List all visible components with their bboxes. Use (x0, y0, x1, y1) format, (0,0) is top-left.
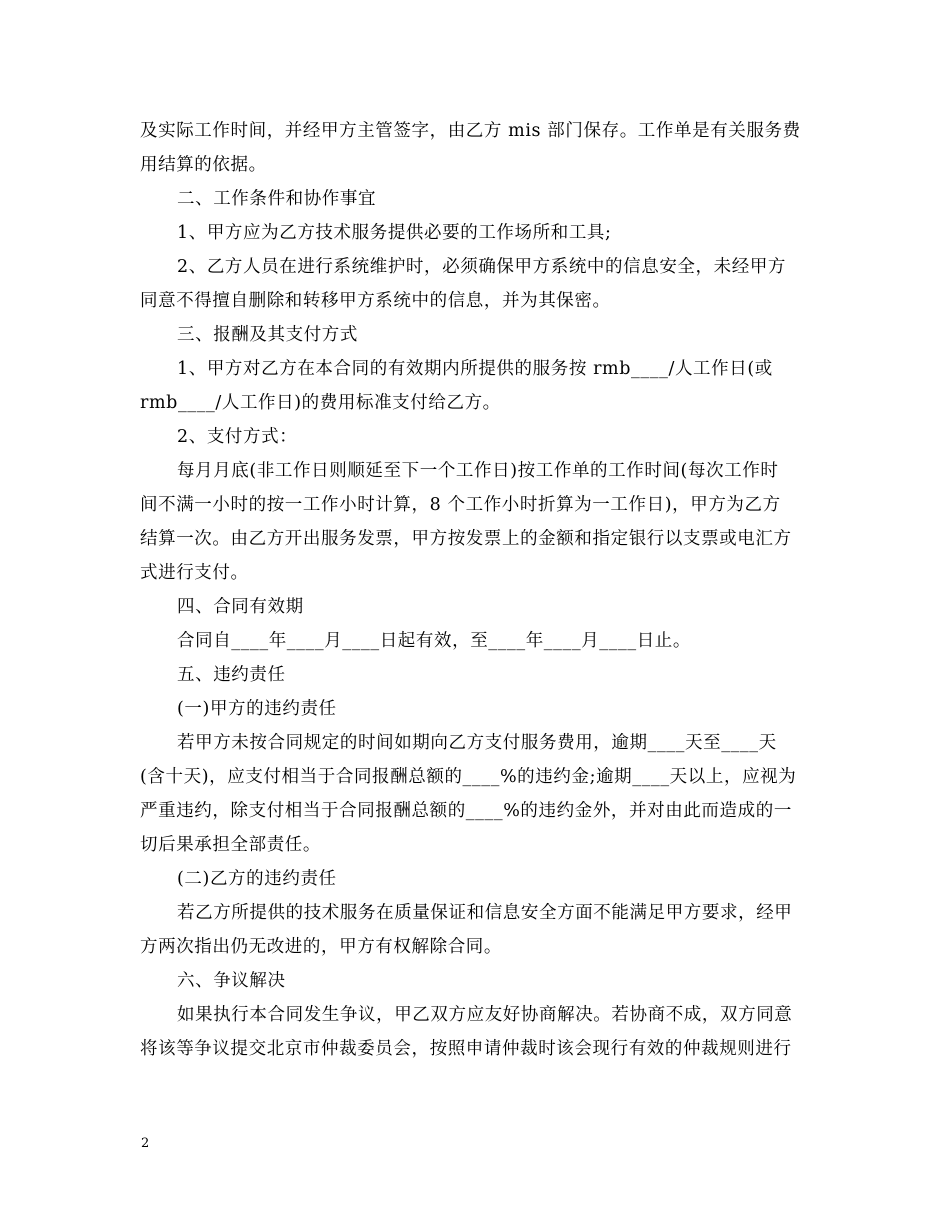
section-heading: 二、工作条件和协作事宜 (177, 189, 377, 209)
body-text-line: 方两次指出仍无改进的，甲方有权解除合同。 (140, 937, 502, 957)
body-text-line: 将该等争议提交北京市仲裁委员会，按照申请仲裁时该会现行有效的仲裁规则进行 (140, 1039, 792, 1059)
subsection-heading: (一)甲方的违约责任 (177, 699, 337, 719)
subsection-heading: (二)乙方的违约责任 (177, 869, 337, 889)
body-text-line: 2、乙方人员在进行系统维护时，必须确保甲方系统中的信息安全，未经甲方 (177, 257, 787, 277)
body-text-line: 式进行支付。 (140, 563, 249, 583)
body-text-line: 若乙方所提供的技术服务在质量保证和信息安全方面不能满足甲方要求，经甲 (177, 903, 793, 923)
body-text-line: 间不满一小时的按一工作小时计算，8 个工作小时折算为一工作日)，甲方为乙方 (140, 495, 781, 515)
body-text-line: 用结算的依据。 (140, 155, 267, 175)
body-text-line: rmb____/人工作日)的费用标准支付给乙方。 (140, 393, 501, 413)
section-heading: 三、报酬及其支付方式 (177, 325, 358, 345)
body-text-line: 结算一次。由乙方开出服务发票，甲方按发票上的金额和指定银行以支票或电汇方 (140, 529, 792, 549)
body-text-line: 及实际工作时间，并经甲方主管签字，由乙方 mis 部门保存。工作单是有关服务费 (140, 121, 801, 141)
body-text-line: 合同自____年____月____日起有效，至____年____月____日止。 (177, 631, 691, 651)
body-text-line: 每月月底(非工作日则顺延至下一个工作日)按工作单的工作时间(每次工作时 (177, 461, 779, 481)
section-heading: 四、合同有效期 (177, 597, 304, 617)
body-text-line: 2、支付方式： (177, 427, 298, 447)
section-heading: 六、争议解决 (177, 971, 286, 991)
body-text-line: (含十天)，应支付相当于合同报酬总额的____%的违约金;逾期____天以上，应视为 (140, 767, 797, 787)
page-number: 2 (141, 1136, 150, 1151)
body-text-line: 1、甲方对乙方在本合同的有效期内所提供的服务按 rmb____/人工作日(或 (177, 359, 773, 379)
body-text-line: 若甲方未按合同规定的时间如期向乙方支付服务费用，逾期____天至____天 (177, 733, 777, 753)
body-text-line: 同意不得擅自删除和转移甲方系统中的信息，并为其保密。 (140, 291, 611, 311)
body-text-line: 切后果承担全部责任。 (140, 835, 321, 855)
body-text-line: 严重违约，除支付相当于合同报酬总额的____%的违约金外，并对由此而造成的一 (140, 801, 792, 821)
body-text-line: 1、甲方应为乙方技术服务提供必要的工作场所和工具; (177, 223, 612, 243)
body-text-line: 如果执行本合同发生争议，甲乙双方应友好协商解决。若协商不成，双方同意 (177, 1005, 793, 1025)
section-heading: 五、违约责任 (177, 665, 286, 685)
